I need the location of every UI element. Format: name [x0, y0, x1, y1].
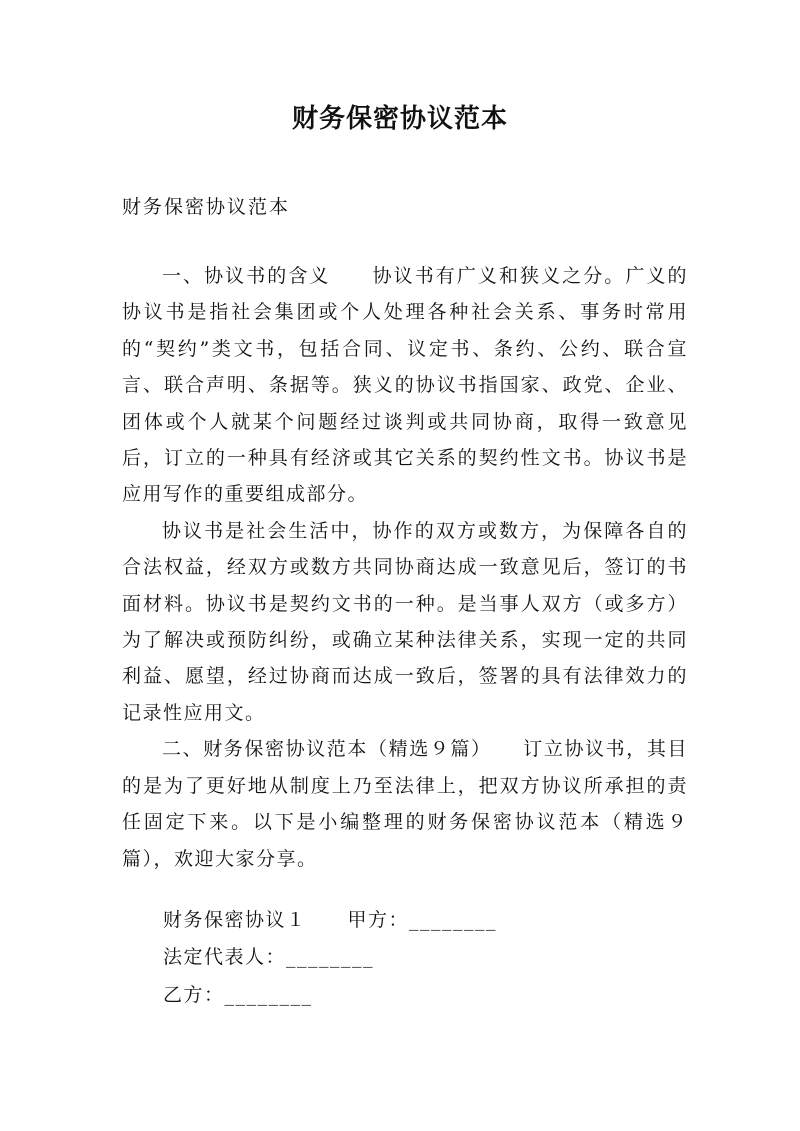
paragraph-purpose: 协议书是社会生活中，协作的双方或数方，为保障各自的合法权益，经双方或数方共同协商达成一致意见后，签订的书面材料。协议书是契约文书的一种。是当事人双方（或多方）为了解决或预防纠纷，或确立某种法律关系，实现一定的共同利益、愿望，经过协商而达成一致后，签署的具有法律效力的记录性应用文。: [122, 519, 688, 724]
signature-party-a-line: 财务保密协议１ 甲方：________: [163, 909, 498, 931]
paragraph-definition: 一、协议书的含义 协议书有广义和狭义之分。广义的协议书是指社会集团或个人处理各种社会关系、事务时常用的“契约”类文书，包括合同、议定书、条约、公约、联合宣言、联合声明、条据等。狭义的协议书指国家、政党、企业、团体或个人就某个问题经过谈判或共同协商，取得一致意见后，订立的一种具有经济或其它关系的契约性文书。协议书是应用写作的重要组成部分。: [122, 265, 688, 506]
signature-party-b-line: 乙方：________: [163, 984, 313, 1006]
document-title: 财务保密协议范本: [291, 104, 508, 134]
paragraph-intro: 二、财务保密协议范本（精选９篇） 订立协议书，其目的是为了更好地从制度上乃至法律上，把双方协议所承担的责任固定下来。以下是小编整理的财务保密协议范本（精选９篇），欢迎大家分享。: [122, 738, 688, 870]
document-subtitle: 财务保密协议范本: [122, 196, 291, 218]
signature-legal-rep-line: 法定代表人：________: [163, 946, 375, 968]
document-body: [122, 258, 688, 877]
